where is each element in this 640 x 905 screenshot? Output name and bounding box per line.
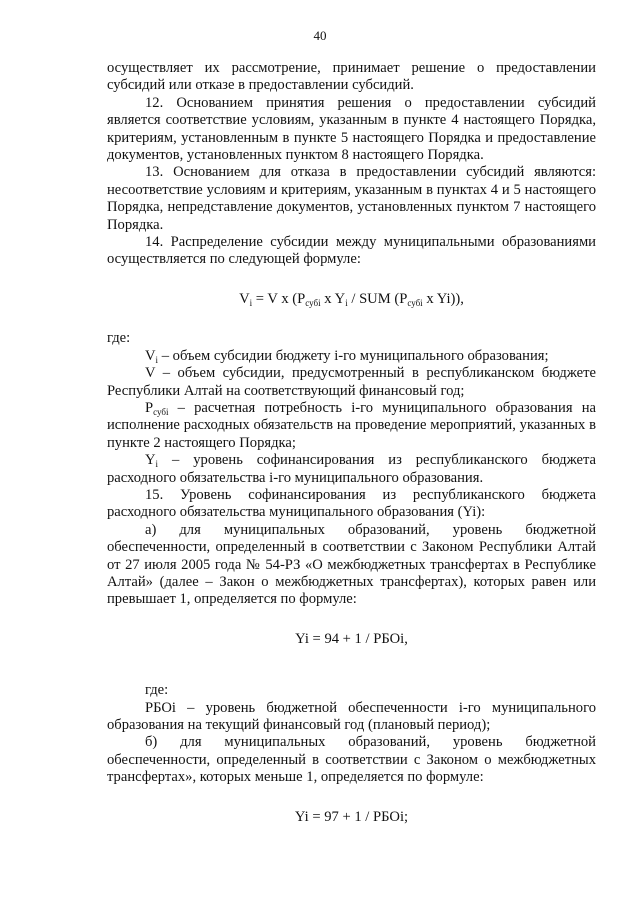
formula-distribution [107,291,596,308]
definition-y-subscript: i [155,459,159,470]
definition-rbo: РБОi – уровень бюджетной обеспеченности i-го муниципального образования на текущий финансовый год (плановый период); [107,699,596,733]
definition-vi-subscript: i [155,354,159,365]
definition-vi [107,348,596,365]
formula-v-symbol: V [239,290,250,307]
formula-p-subscript: субi [305,297,321,308]
definition-p-symbol: P [145,399,154,416]
paragraph-13: 13. Основанием для отказа в предоставлении субсидий являются: несоответствие условиям и критериям, указанным в пунктах 4 и 5 настоящего Порядка, непредставление документов, установленных пунктом 7 настоящего Порядка. [107,164,596,233]
paragraph-14: 14. Распределение субсидии между муниципальными образованиями осуществляется по следующей формуле: [107,234,596,268]
formula-part-mid: x Y [320,290,346,307]
paragraph-12: 12. Основанием принятия решения о предоставлении субсидий является соответствие условиям, указанным в пункте 4 настоящего Порядка, критериям, установленным в пункте 5 настоящего Порядка и предоставление документов, установленных пунктом 8 настоящего Порядка. [107,94,596,164]
definition-y [107,452,596,487]
formula-p-subscript-2: субi [407,297,423,308]
definition-vi-text: – объем субсидии бюджету i-го муниципального образования; [158,347,549,364]
definition-y-symbol: Y [145,452,156,469]
formula-part-sum: / SUM (P [347,290,408,307]
paragraph-15a: а) для муниципальных образований, уровень бюджетной обеспеченности, определенный в соответствии с Законом Республики Алтай от 27 июля 2005 года № 54-РЗ «О межбюджетных трансфертах в Республике Алтай» (далее – Закон о межбюджетных трансфертах), которых равен или превышает 1, определяется по формуле: [107,521,596,608]
where-label: где: [107,330,131,347]
definition-y-text: – уровень софинансирования из республиканского бюджета расходного обязательства i-го муниципального образования. [107,452,596,486]
formula-yi-94: Yi = 94 + 1 / РБОi, [295,630,408,647]
definition-p [107,400,596,452]
definition-v: V – объем субсидии, предусмотренный в республиканском бюджете Республики Алтай на соответствующий финансовый год; [107,365,596,399]
definition-p-text: – расчетная потребность i-го муниципального образования на исполнение расходных обязательств на проведение мероприятий, указанных в пункте 2 настоящего Порядка; [107,399,596,451]
paragraph-continuation: осуществляет их рассмотрение, принимает решение о предоставлении субсидий или отказе в предоставлении субсидий. [107,60,596,94]
paragraph-15: 15. Уровень софинансирования из республиканского бюджета расходного обязательства муниципального образования (Yi): [107,486,596,521]
where-label-2: где: [145,682,169,699]
document-body [107,60,596,826]
paragraph-15b: б) для муниципальных образований, уровень бюджетной обеспеченности, определенный в соответствии с Законом о межбюджетных трансфертах», которых меньше 1, определяется по формуле: [107,734,596,786]
formula-y-subscript: i [345,297,348,308]
formula-part-open: = V x (P [252,290,306,307]
formula-part-end: x Yi)), [422,290,464,307]
page-number: 40 [313,28,327,43]
definition-vi-symbol: V [145,347,156,364]
formula-v-subscript: i [249,297,253,308]
definition-p-subscript: субi [153,406,169,417]
formula-yi-97: Yi = 97 + 1 / РБОi; [294,808,409,825]
